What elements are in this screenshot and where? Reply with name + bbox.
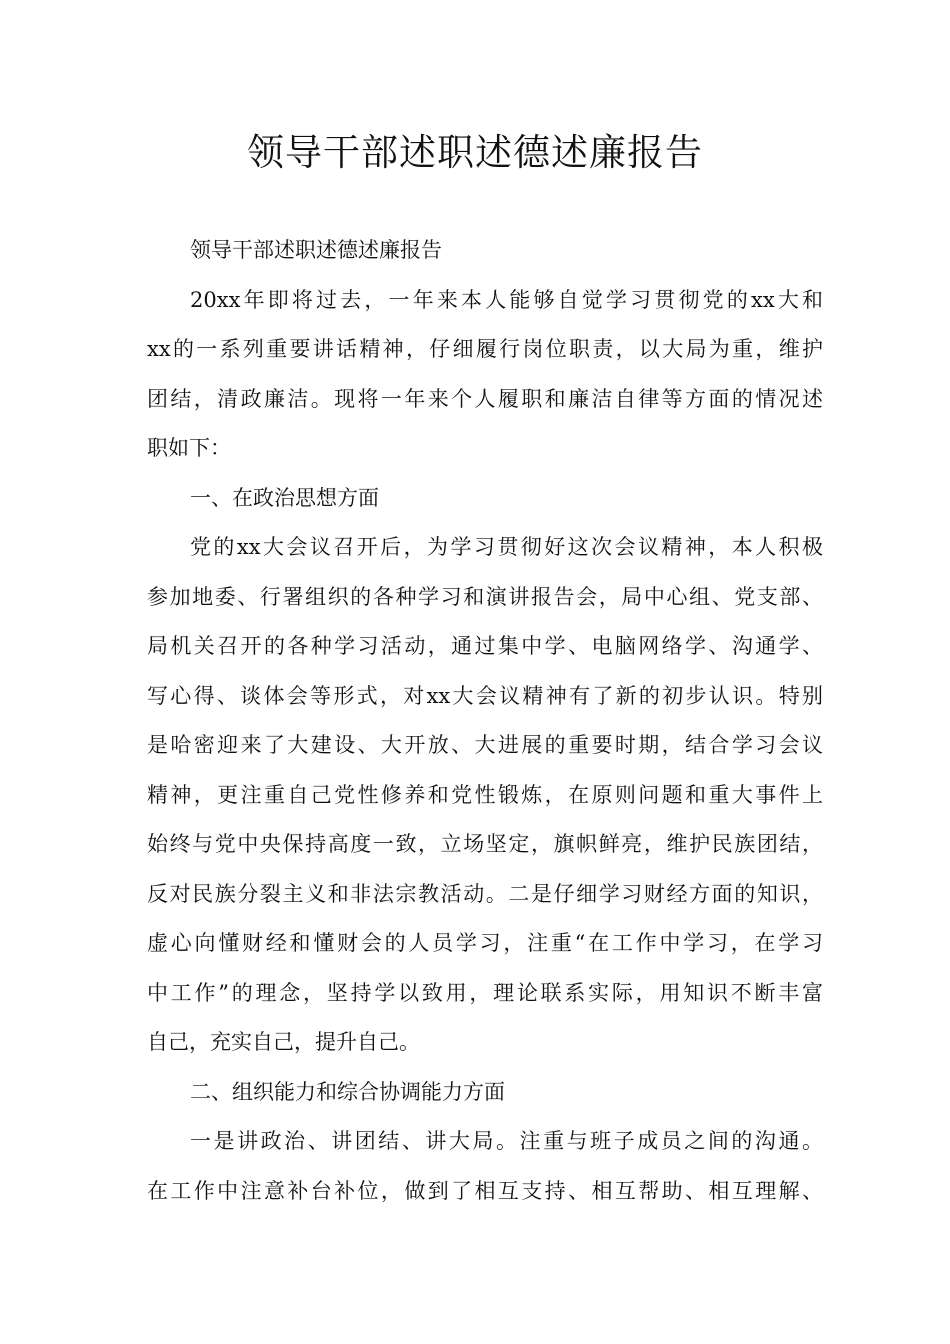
document-body [147,226,823,1216]
paragraph-line: 在工作中注意补台补位，做到了相互支持、相互帮助、相互理解、 [147,1178,823,1203]
paragraph-line: 反对民族分裂主义和非法宗教活动。二是仔细学习财经方面的知识， [147,881,823,906]
paragraph-line: 职如下： [147,436,231,460]
document-title: 领导干部述职述德述廉报告 [247,131,703,174]
paragraph-line: 中工作”的理念，坚持学以致用，理论联系实际，用知识不断丰富 [147,980,823,1005]
paragraph-line: 始终与党中央保持高度一致，立场坚定，旗帜鲜亮，维护民族团结， [147,832,823,856]
paragraph-line: xx的一系列重要讲话精神，仔细履行岗位职责，以大局为重，维护 [147,337,823,361]
paragraph-line: 是哈密迎来了大建设、大开放、大进展的重要时期，结合学习会议 [147,733,823,757]
paragraph-line: 团结，清政廉洁。现将一年来个人履职和廉洁自律等方面的情况述 [147,386,823,411]
paragraph-line: 自己，充实自己，提升自己。 [147,1030,420,1054]
paragraph-line: 虚心向懂财经和懂财会的人员学习，注重“在工作中学习，在学习 [147,931,823,955]
paragraph-line: 局机关召开的各种学习活动，通过集中学、电脑网络学、沟通学、 [147,634,823,658]
section-heading: 二、组织能力和综合协调能力方面 [190,1079,505,1104]
section-heading: 一、在政治思想方面 [190,485,379,510]
paragraph-line: 精神，更注重自己党性修养和党性锻炼，在原则问题和重大事件上 [147,782,823,807]
paragraph-line: 党的xx大会议召开后，为学习贯彻好这次会议精神，本人积极 [190,535,823,559]
subtitle-line: 领导干部述职述德述廉报告 [190,238,442,262]
paragraph-line: 参加地委、行署组织的各种学习和演讲报告会，局中心组、党支部、 [147,584,823,609]
paragraph-line: 写心得、谈体会等形式，对xx大会议精神有了新的初步认识。特别 [147,683,823,708]
paragraph-line: 一是讲政治、讲团结、讲大局。注重与班子成员之间的沟通。 [190,1129,823,1153]
paragraph-line: 20xx年即将过去，一年来本人能够自觉学习贯彻党的xx大和 [190,287,823,312]
